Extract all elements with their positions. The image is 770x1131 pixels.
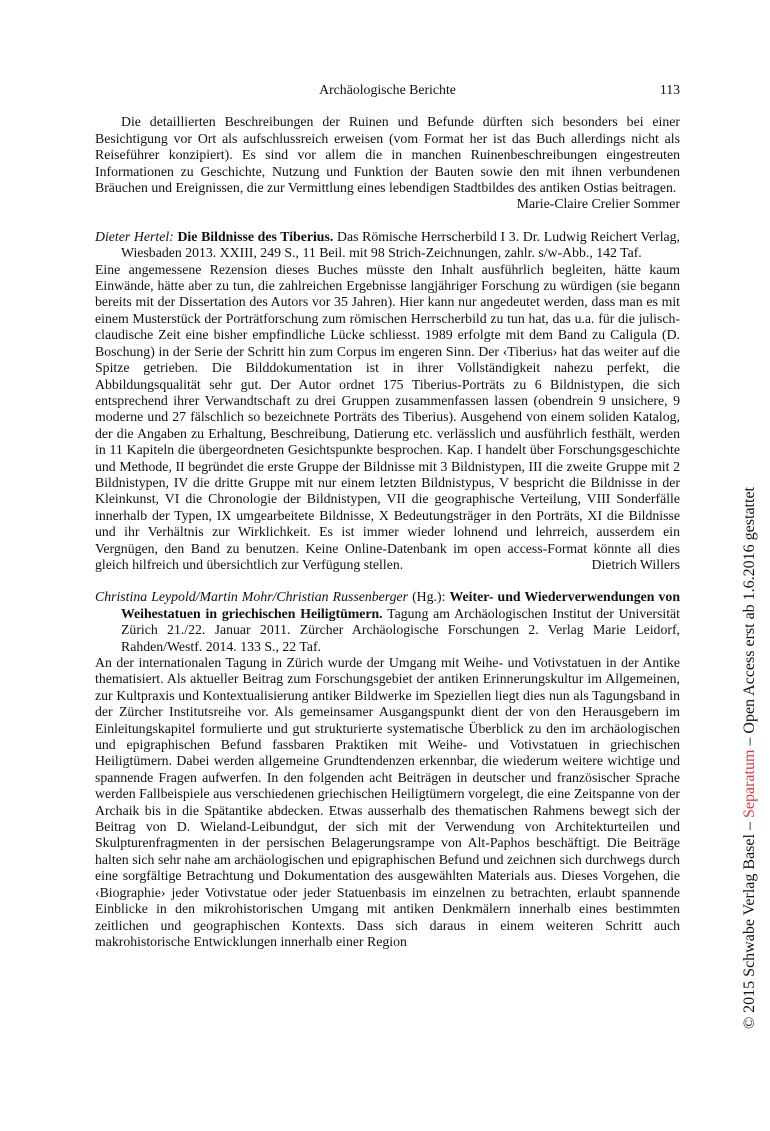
review-1-paragraph <box>95 114 680 212</box>
review-2-signature: Dietrich Willers <box>591 556 680 572</box>
review-3-heading <box>95 589 680 655</box>
review-3-authors: Christina Leypold/Martin Mohr/Christian Russenberger <box>95 589 408 605</box>
running-head <box>95 82 680 98</box>
copyright-text: © 2015 Schwabe Verlag Basel – <box>741 818 758 1029</box>
review-3-editor-label: (Hg.): <box>408 589 450 605</box>
review-2-body: Eine angemessene Rezension dieses Buches müsste den Inhalt ausführlich begleiten, hätte kaum Einwände, hätte aber zu tun, die zahlreichen Ergebnisse langjähriger Forschung zu würdigen (sie begann bereits mit der Dissertation des Autors vor 35 Jahren). Hier kann nur angedeutet werden, dass man es mit einem Musterstück der Porträtforschung zum römischen Herrscherbild zu tun hat, das u.a. für die julisch-claudische Zeit eine bisher empfindliche Lücke schliesst. 1989 erfolgte mit dem Band zu Caligula (D. Boschung) in der Serie der Schritt hin zum Corpus im engeren Sinn. Der ‹Tiberius› hat das weiter auf die Spitze getrieben. Die Bilddokumentation ist in ihrer Vollständigkeit nahezu perfekt, die Abbildungsqualität sehr gut. Der Autor ordnet 175 Tiberius-Porträts zu 6 Bildnistypen, die sich entsprechend ihrer Verwandtschaft zu drei Gruppen zusammenfassen lassen (obendrein 9 unsichere, 9 moderne und 27 fälschlich so bezeichnete Porträts des Tiberius). Ausgehend von einem soliden Katalog, der die Angaben zu Erhaltung, Beschreibung, Datierung etc. verlässlich und ausführlich festhält, werden in 11 Kapiteln die übergeordneten Gesichtspunkte besprochen. Kap. I handelt über Forschungsgeschichte und Methode, II begründet die erste Gruppe der Bildnisse mit 3 Bildnistypen, III die zweite Gruppe mit 2 Bildnistypen, IV die dritte Gruppe mit nur einem letzten Bildnistypus, V bespricht die Bildnisse in der Kleinkunst, VI die Chronologie der Bildnistypen, VII die geographische Verteilung, VIII Sonderfälle innerhalb der Typen, IX umgearbeitete Bildnisse, X Bedeutungsträger in den Porträts, XI die Bildnisse und ihr Verhältnis zur Wirklichkeit. Es ist immer wieder lohnend und lehrreich, ausserdem ein Vergnügen, den Band zu benutzen. Keine Online-Datenbank im open access-Format könnte all dies gleich hilfreich und übersichtlich zur Verfügung stellen. <box>95 261 680 572</box>
review-3-bibliography: Tagung am Archäologischen Institut der Universität Zürich 21./22. Januar 2011. Zürcher Archäologische Forschungen 2. Verlag Marie Leidorf, Rahden/Westf. 2014. 133 S., 22 Taf. <box>121 605 680 654</box>
review-2-title: Die Bildnisse des Tiberius. <box>177 228 334 244</box>
review-2-paragraph <box>95 262 680 574</box>
open-access-note: – Open Access erst ab 1.6.2016 gestattet <box>741 487 758 750</box>
journal-title: Archäologische Berichte <box>319 82 456 97</box>
review-3 <box>95 589 680 950</box>
review-2-author: Dieter Hertel: <box>95 228 178 244</box>
page-number: 113 <box>659 82 680 97</box>
review-1-signature: Marie-Claire Crelier Sommer <box>516 196 680 212</box>
review-3-title: Weiter- und Wiederverwendungen von Weihestatuen in griechischen Heiligtümern. <box>121 589 680 621</box>
review-1-body: Die detaillierten Beschreibungen der Ruinen und Befunde dürften sich besonders bei einer Besichtigung vor Ort als aufschlussreich erweisen (vom Format her ist das Buch allerdings nicht als Reiseführer konzipiert). Es sind vor allem die in manchen Ruinenbeschreibungen eingestreuten Informationen zu Geschichte, Nutzung und Funktion der Bauten sowie den mit ihnen verbundenen Bräuchen und Ereignissen, die zur Vermittlung eines lebendigen Stadtbildes des antiken Ostias beitragen. <box>95 114 680 196</box>
review-3-body: An der internationalen Tagung in Zürich wurde der Umgang mit Weihe- und Votivstatuen in der Antike thematisiert. Als aktueller Beitrag zum Forschungsgebiet der antiken Erinnerungskultur im Allgemeinen, zur Kultpraxis und Kontextualisierung antiker Bildwerke im Speziellen liegt dies nun als Tagungsband in der Zürcher Institutsreihe vor. Als gemeinsamer Ausgangspunkt dient der von den Herausgebern im Einleitungskapitel formulierte und gut strukturierte systematische Überblick zu den im archäologischen und epigraphischen Befund fassbaren Praktiken mit Weihe- und Votivstatuen in griechischen Heiligtümern. Dabei werden allgemeine Grundtendenzen erkennbar, die wiederum weitere wichtige und spannende Fragen aufwerfen. In den folgenden acht Beiträgen in deutscher und französischer Sprache werden Fallbeispiele aus verschiedenen griechischen Heiligtümern vorgelegt, die eine Zeitspanne von der Archaik bis in die Spätantike abdecken. Etwas ausserhalb des thematischen Rahmens bewegt sich der Beitrag von D. Wieland-Leibundgut, der sich mit der Verwendung von Architekturteilen und Skulpturenfragmenten in der persischen Belagerungsrampe von Alt-Paphos beschäftigt. Die Beiträge halten sich sehr nahe am archäologischen und epigraphischen Befund und zeichnen sich durchwegs durch eine sorgfältige Betrachtung und Dokumentation des ausgewählten Materials aus. Dieses Vorgehen, die ‹Biographie› jeder Votivstatue oder jeder Statuenbasis im einzelnen zu betrachten, erlaubt spannende Einblicke in den mikrohistorischen Umgang mit antiken Denkmälern innerhalb eines bestimmten zeitlichen und geographischen Kontexts. Dass sich daraus in einem weiteren Schritt auch makrohistorische Entwicklungen innerhalb einer Region <box>95 655 680 949</box>
copyright-sidebar <box>740 487 760 1029</box>
text-block <box>95 82 680 950</box>
separatum-label: Separatum <box>741 749 758 819</box>
review-2 <box>95 229 680 574</box>
review-2-bibliography: Das Römische Herrscherbild I 3. Dr. Ludwig Reichert Verlag, Wiesbaden 2013. XXIII, 249 S., 11 Beil. mit 98 Strich-Zeichnungen, zahlr. s/w-Abb., 142 Taf. <box>121 228 680 261</box>
review-3-paragraph <box>95 655 680 950</box>
review-2-heading <box>95 229 680 262</box>
